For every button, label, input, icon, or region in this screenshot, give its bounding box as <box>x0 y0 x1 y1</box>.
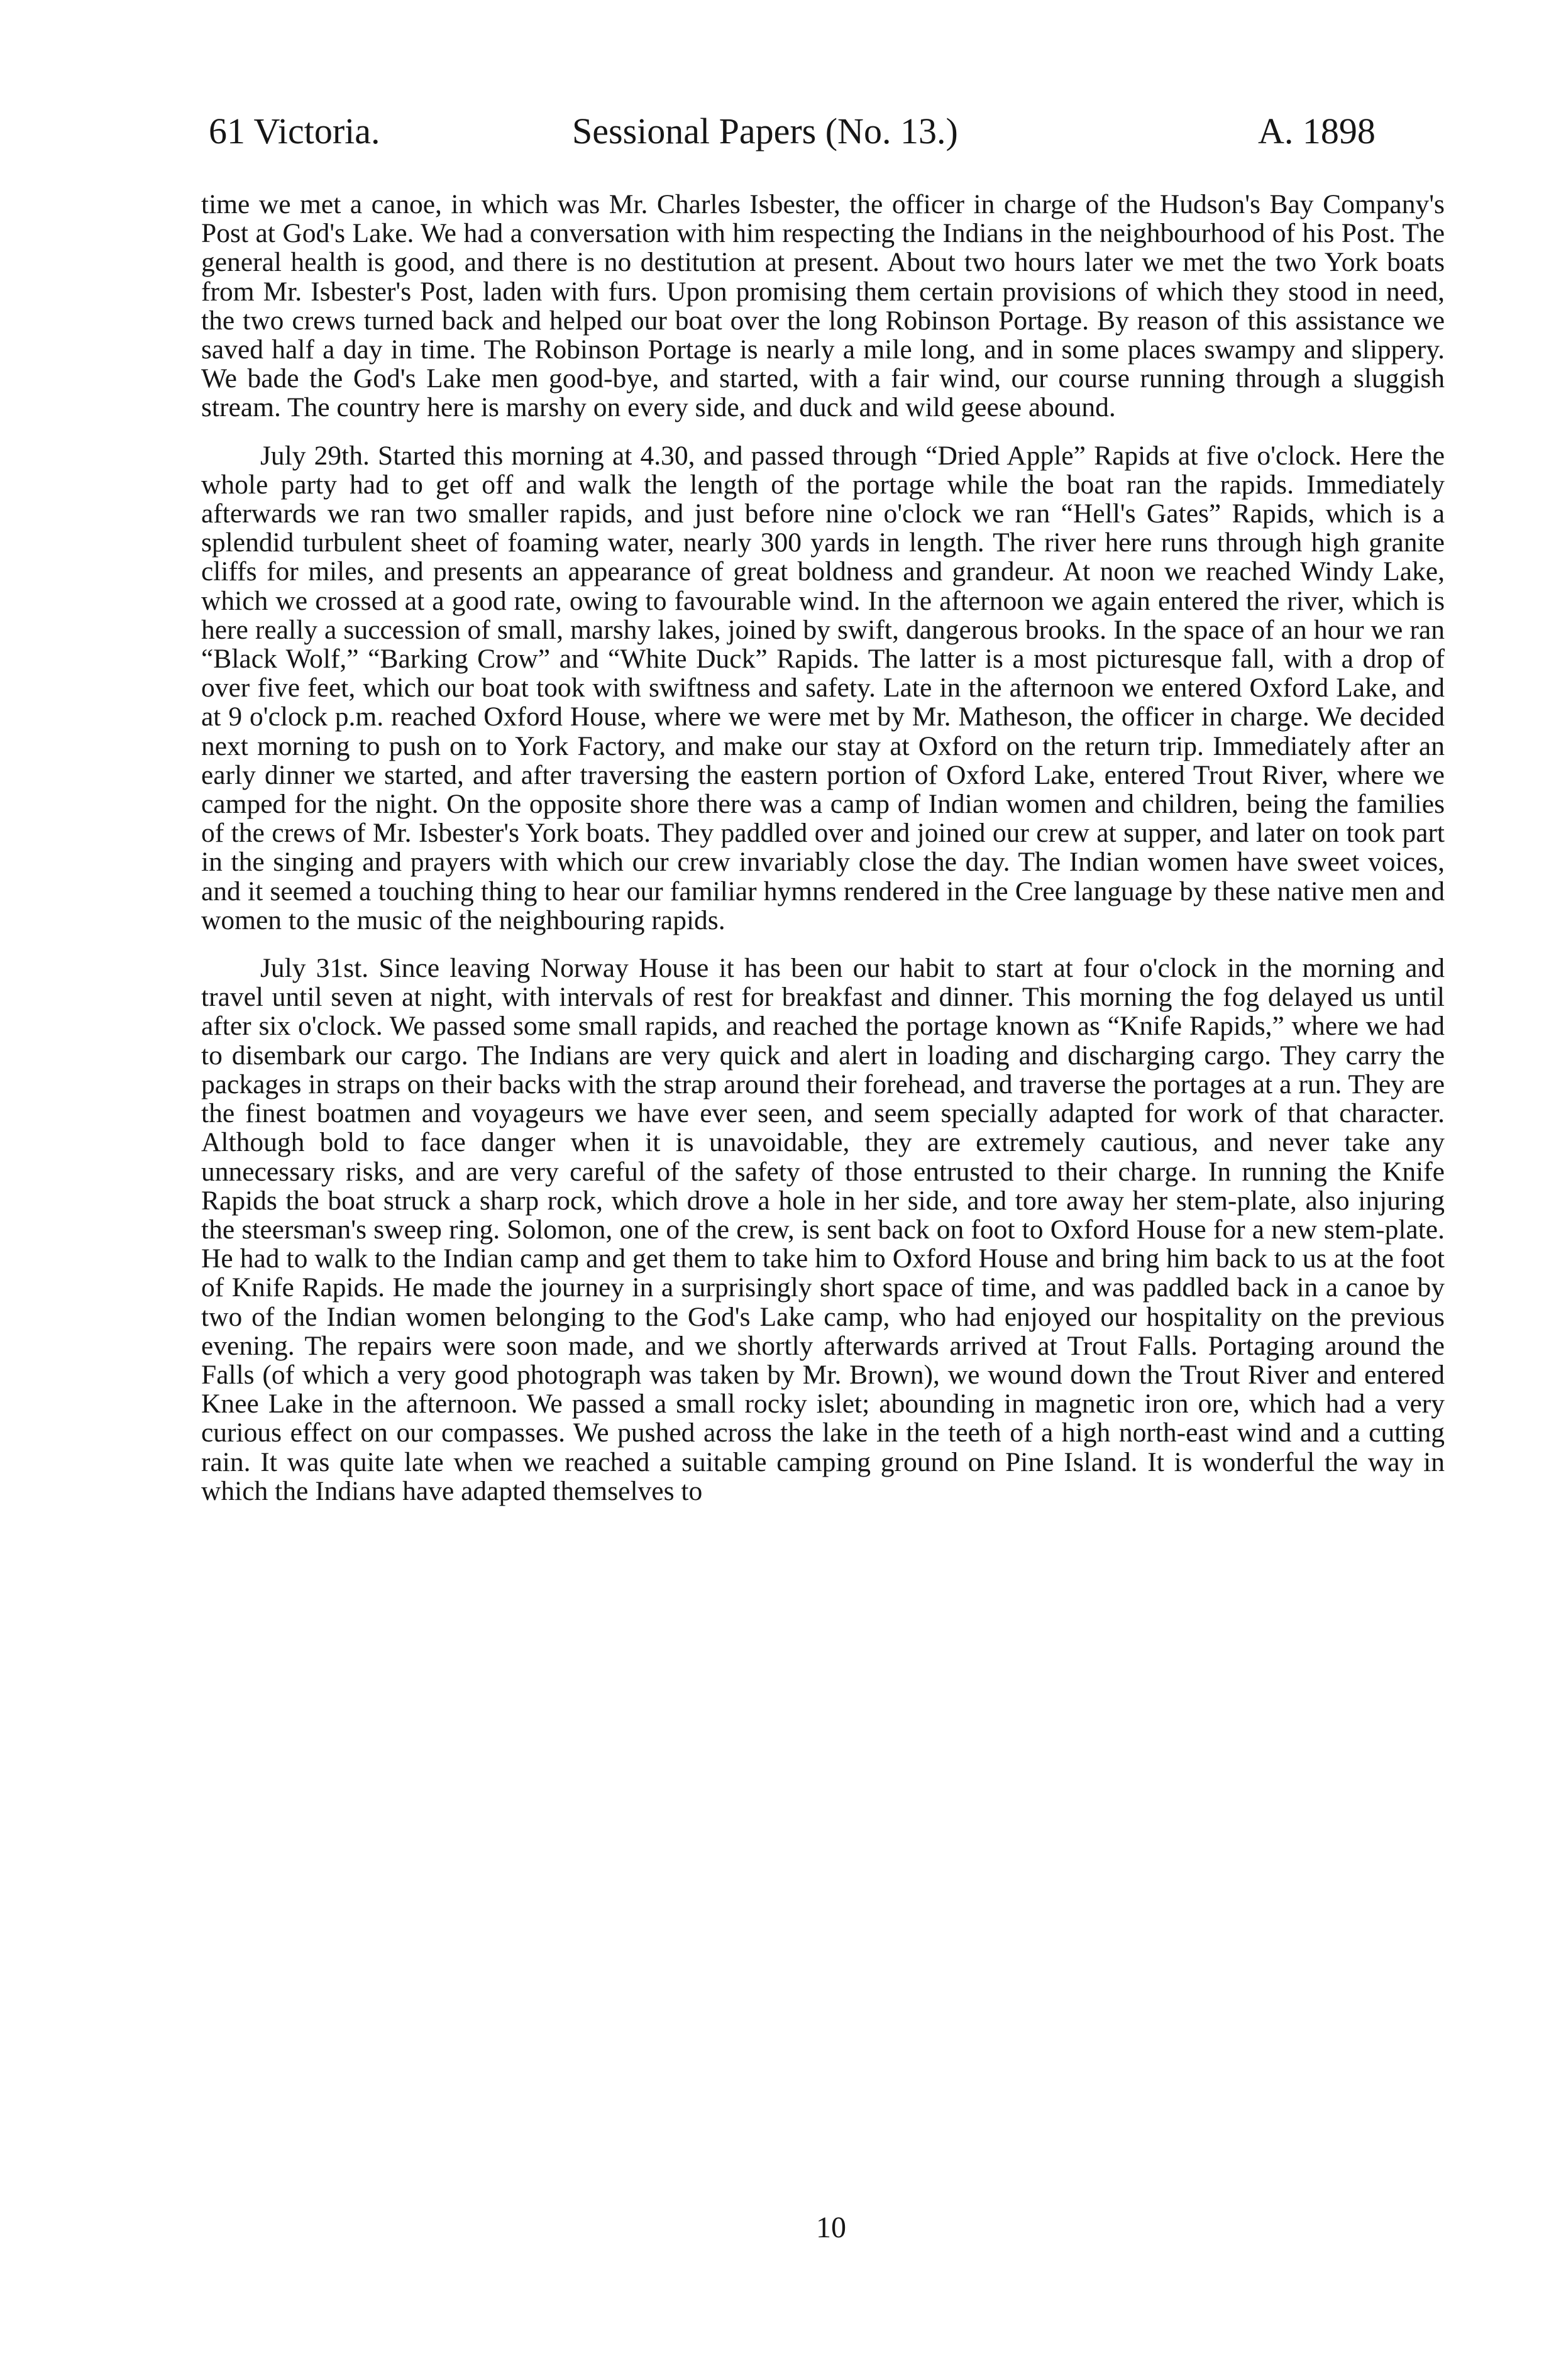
paragraph-continued: time we met a canoe, in which was Mr. Charles Isbester, the officer in charge of the Hudson's Bay Company's Post at God's Lake. We had a conversation with him respecting the Indians in the neighbourhood of his Post. The general health is good, and there is no destitution at present. About two hours later we met the two York boats from Mr. Isbester's Post, laden with furs. Upon promising them certain provisions of which they stood in need, the two crews turned back and helped our boat over the long Robinson Portage. By reason of this assistance we saved half a day in time. The Robinson Portage is nearly a mile long, and in some places swampy and slippery. We bade the God's Lake men good-bye, and started, with a fair wind, our course running through a sluggish stream. The country here is marshy on every side, and duck and wild geese abound. <box>201 189 1445 423</box>
header-volume: 61 Victoria. <box>209 111 380 152</box>
header-title: Sessional Papers (No. 13.) <box>572 111 958 152</box>
paragraph-july-31st: July 31st. Since leaving Norway House it has been our habit to start at four o'clock in the morning and travel until seven at night, with intervals of rest for breakfast and dinner. This morning the fog delayed us until after six o'clock. We passed some small rapids, and reached the portage known as “Knife Rapids,” where we had to disembark our cargo. The Indians are very quick and alert in loading and discharging cargo. They carry the packages in straps on their backs with the strap around their forehead, and traverse the portages at a run. They are the finest boatmen and voyageurs we have ever seen, and seem specially adapted for work of that character. Although bold to face danger when it is unavoidable, they are extremely cautious, and never take any unnecessary risks, and are very careful of the safety of those entrusted to their charge. In running the Knife Rapids the boat struck a sharp rock, which drove a hole in her side, and tore away her stem-plate, also injuring the steersman's sweep ring. Solomon, one of the crew, is sent back on foot to Oxford House for a new stem-plate. He had to walk to the Indian camp and get them to take him to Oxford House and bring him back to us at the foot of Knife Rapids. He made the journey in a surprisingly short space of time, and was paddled back in a canoe by two of the Indian women belonging to the God's Lake camp, who had enjoyed our hospitality on the previous evening. The repairs were soon made, and we shortly afterwards arrived at Trout Falls. Portaging around the Falls (of which a very good photograph was taken by Mr. Brown), we wound down the Trout River and entered Knee Lake in the afternoon. We passed a small rocky islet; abounding in magnetic iron ore, which had a very curious effect on our compasses. We pushed across the lake in the teeth of a high north-east wind and a cutting rain. It was quite late when we reached a suitable camping ground on Pine Island. It is wonderful the way in which the Indians have adapted themselves to <box>201 953 1445 1506</box>
paragraph-july-29th: July 29th. Started this morning at 4.30, and passed through “Dried Apple” Rapids at five o'clock. Here the whole party had to get off and walk the length of the portage while the boat ran the rapids. Immediately afterwards we ran two smaller rapids, and just before nine o'clock we ran “Hell's Gates” Rapids, which is a splendid turbulent sheet of foaming water, nearly 300 yards in length. The river here runs through high granite cliffs for miles, and presents an appearance of great boldness and grandeur. At noon we reached Windy Lake, which we crossed at a good rate, owing to favourable wind. In the afternoon we again entered the river, which is here really a succession of small, marshy lakes, joined by swift, dangerous brooks. In the space of an hour we ran “Black Wolf,” “Barking Crow” and “White Duck” Rapids. The latter is a most picturesque fall, with a drop of over five feet, which our boat took with swiftness and safety. Late in the afternoon we entered Oxford Lake, and at 9 o'clock p.m. reached Oxford House, where we were met by Mr. Matheson, the officer in charge. We decided next morning to push on to York Factory, and make our stay at Oxford on the return trip. Immediately after an early dinner we started, and after traversing the eastern portion of Oxford Lake, entered Trout River, where we camped for the night. On the opposite shore there was a camp of Indian women and children, being the families of the crews of Mr. Isbester's York boats. They paddled over and joined our crew at supper, and later on took part in the singing and prayers with which our crew invariably close the day. The Indian women have sweet voices, and it seemed a touching thing to hear our familiar hymns rendered in the Cree language by these native men and women to the music of the neighbouring rapids. <box>201 440 1445 935</box>
page-number: 10 <box>816 2211 846 2244</box>
header-year: A. 1898 <box>1258 111 1376 152</box>
running-header <box>0 88 1544 157</box>
page-body <box>201 190 1445 1506</box>
